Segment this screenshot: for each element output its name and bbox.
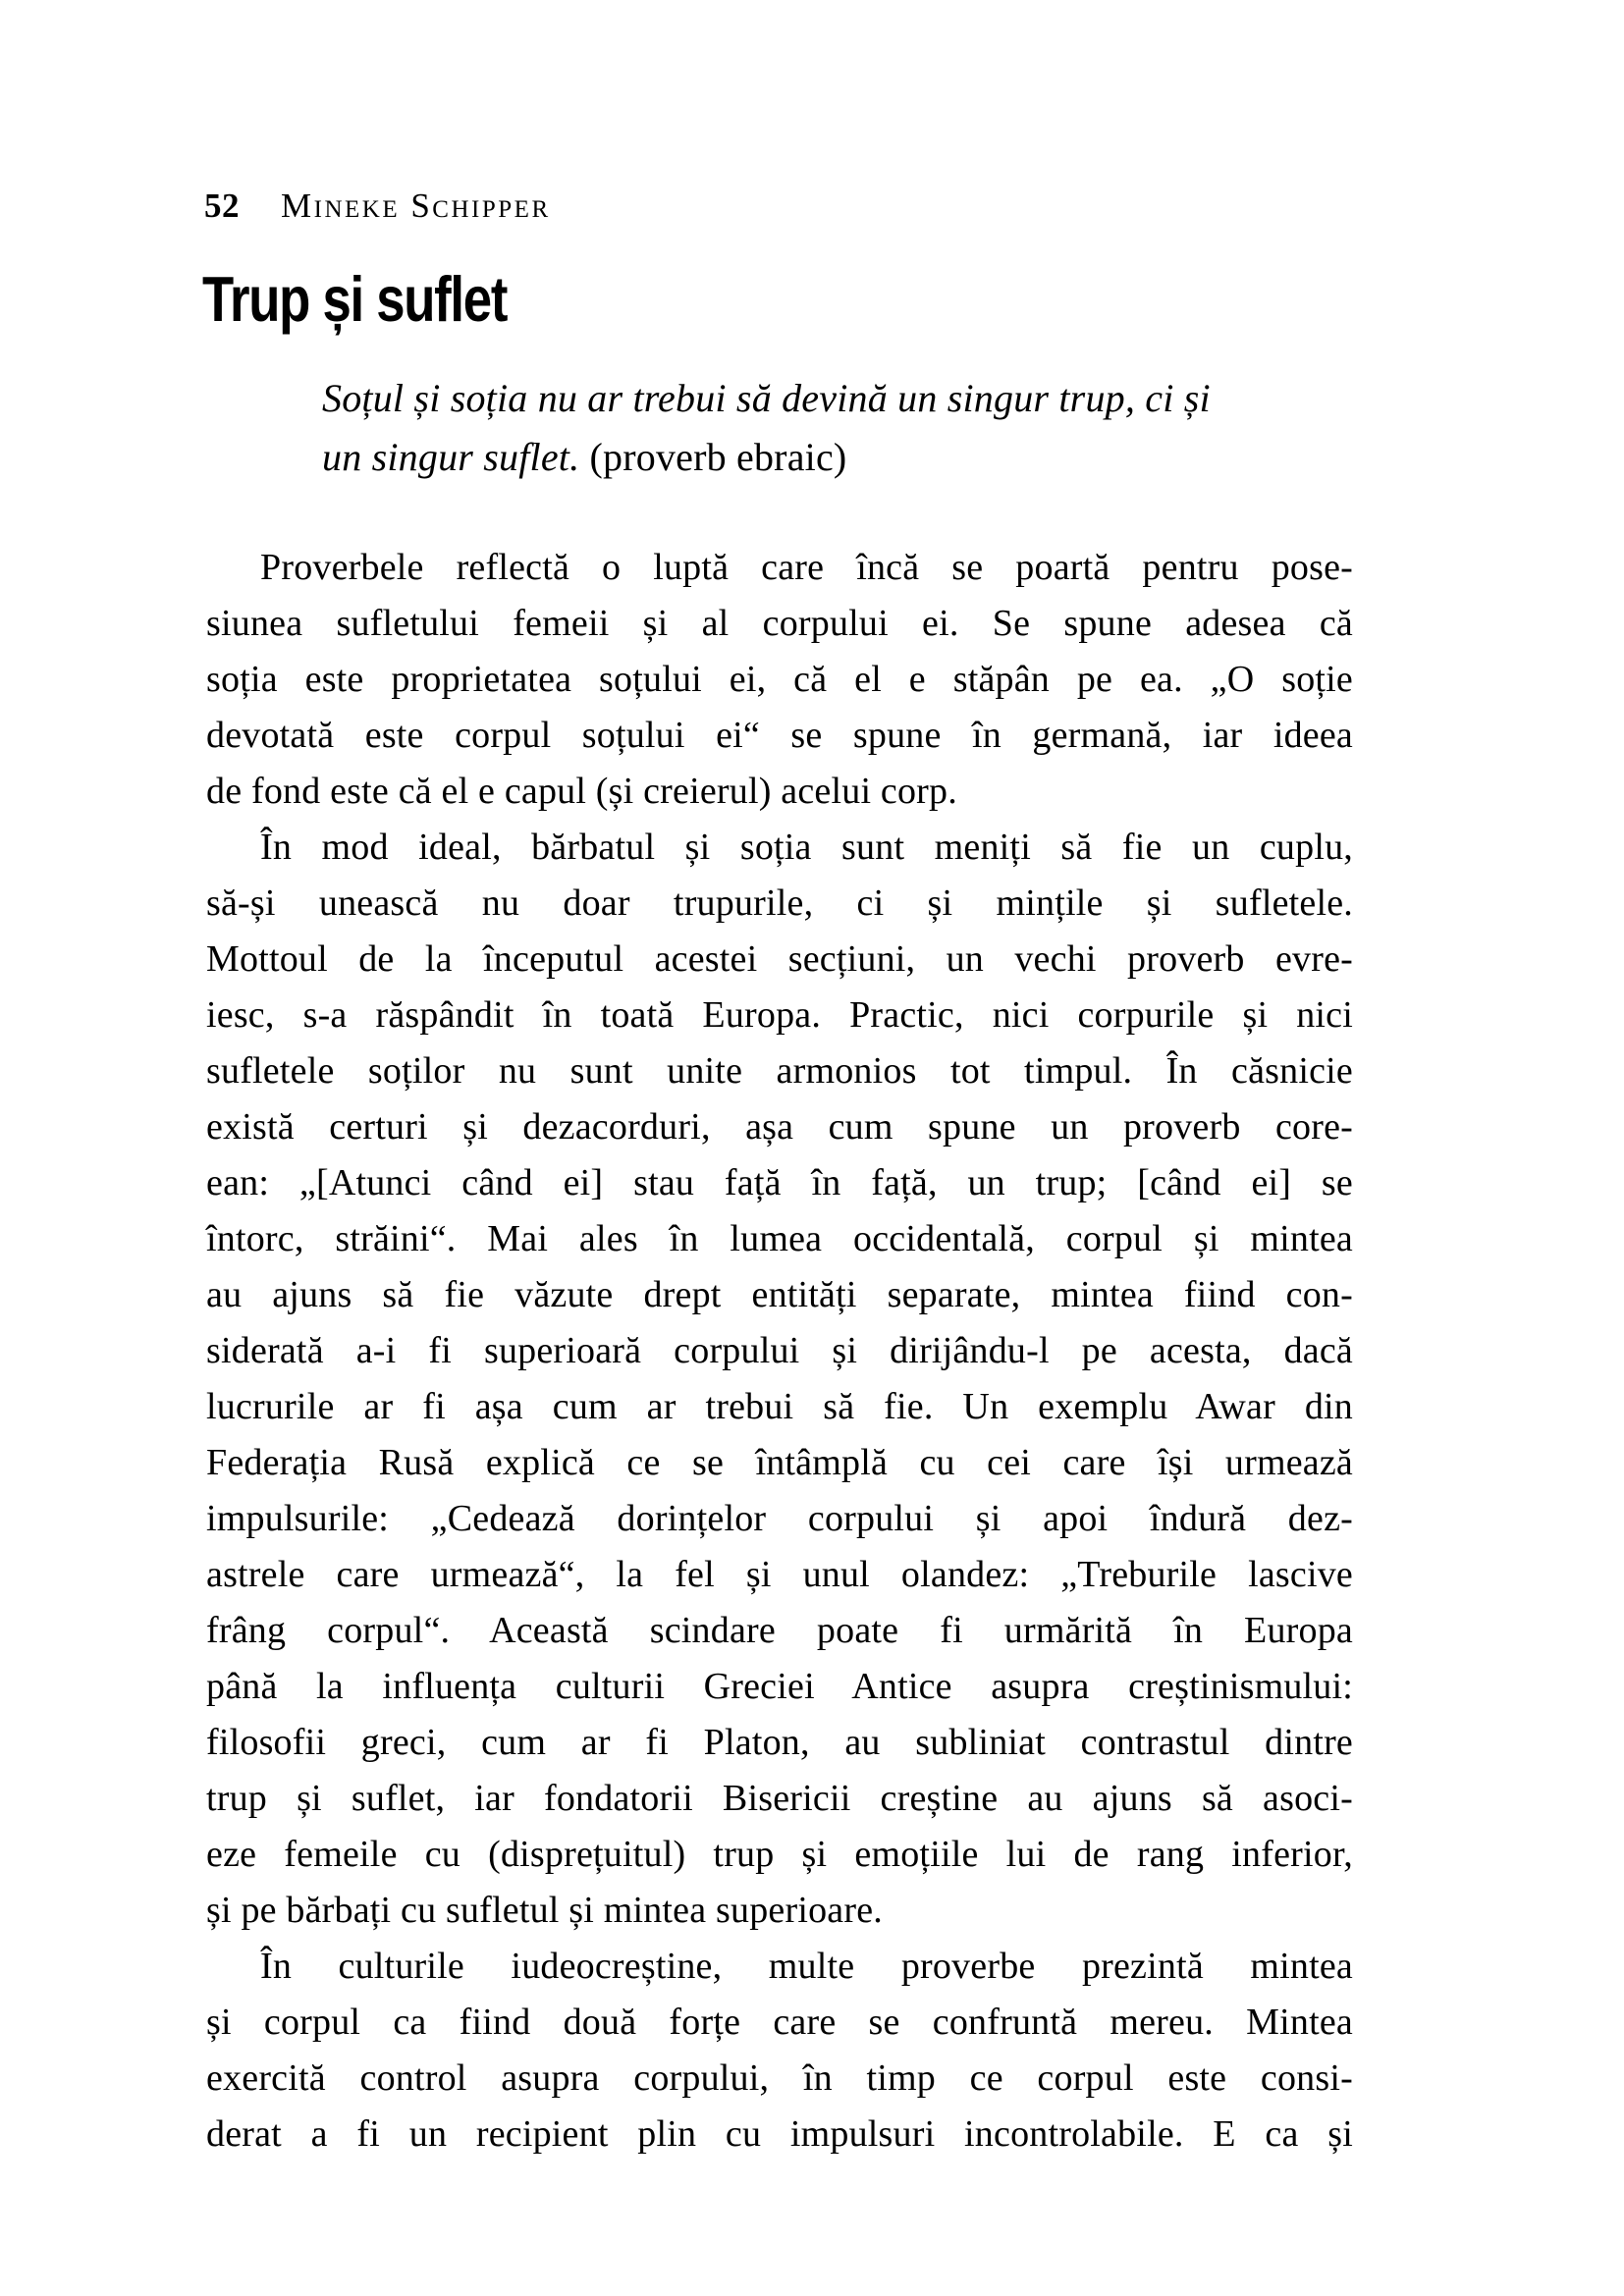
text-line: iesc, s-a răspândit în toată Europa. Practic, nici corpurile și nici [206,994,1353,1036]
text-line: sufletele soților nu sunt unite armonios tot timpul. În căsnicie [206,1050,1353,1092]
text-line: soția este proprietatea soțului ei, că el e stăpân pe ea. „O soție [206,659,1353,700]
text-line: există certuri și dezacorduri, așa cum spune un proverb core- [206,1106,1353,1148]
text-line: lucrurile ar fi așa cum ar trebui să fie. Un exemplu Awar din [206,1386,1353,1427]
epigraph-italic-text: Soțul și soția nu ar trebui să devină un singur trup, ci și [322,376,1211,420]
text-line: să-și unească nu doar trupurile, ci și mințile și sufletele. [206,882,1353,924]
page-number: 52 [204,187,240,225]
text-line: exercită control asupra corpului, în timp ce corpul este consi- [206,2057,1353,2099]
text-line: trup și suflet, iar fondatorii Bisericii creștine au ajuns să asoci- [206,1778,1353,1819]
text-line: În mod ideal, bărbatul și soția sunt meniți să fie un cuplu, [260,827,1353,868]
text-line: devotată este corpul soțului ei“ se spune în germană, iar ideea [206,715,1353,756]
epigraph-source-label: (proverb ebraic) [589,435,847,479]
text-line: au ajuns să fie văzute drept entități separate, mintea fiind con- [206,1274,1353,1315]
text-line: și corpul ca fiind două forțe care se confruntă mereu. Mintea [206,2002,1353,2043]
page-header [204,187,551,226]
text-line: În culturile iudeocreștine, multe proverbe prezintă mintea [260,1946,1353,1987]
text-line: Federația Rusă explică ce se întâmplă cu cei care își urmează [206,1442,1353,1483]
text-line: și pe bărbați cu sufletul și mintea superioare. [206,1890,883,1931]
epigraph [322,369,1363,487]
section-title: Trup și suflet [202,264,508,336]
text-line: siunea sufletului femeii și al corpului ei. Se spune adesea că [206,603,1353,644]
text-line: frâng corpul“. Această scindare poate fi urmărită în Europa [206,1610,1353,1651]
text-line: Proverbele reflectă o luptă care încă se poartă pentru pose- [260,547,1353,588]
text-line: Mottoul de la începutul acestei secțiuni, un vechi proverb evre- [206,938,1353,980]
epigraph-line-2 [322,428,1363,487]
body-text [206,540,1353,2163]
text-line: astrele care urmează“, la fel și unul olandez: „Treburile lascive [206,1554,1353,1595]
text-line: siderată a-i fi superioară corpului și dirijându-l pe acesta, dacă [206,1330,1353,1371]
text-line: impulsurile: „Cedează dorințelor corpului și apoi îndură dez- [206,1498,1353,1539]
text-line: de fond este că el e capul (și creierul) acelui corp. [206,771,957,812]
text-line: întorc, străini“. Mai ales în lumea occidentală, corpul și mintea [206,1218,1353,1259]
text-line: până la influența culturii Greciei Antice asupra creștinismului: [206,1666,1353,1707]
epigraph-italic-text: un singur suflet. [322,435,580,479]
running-title: Mineke Schipper [281,187,551,225]
epigraph-line-1 [322,369,1363,428]
text-line: derat a fi un recipient plin cu impulsuri incontrolabile. E ca și [206,2113,1353,2155]
text-line: filosofii greci, cum ar fi Platon, au subliniat contrastul dintre [206,1722,1353,1763]
text-line: eze femeile cu (disprețuitul) trup și emoțiile lui de rang inferior, [206,1834,1353,1875]
text-line: ean: „[Atunci când ei] stau față în față, un trup; [când ei] se [206,1162,1353,1203]
